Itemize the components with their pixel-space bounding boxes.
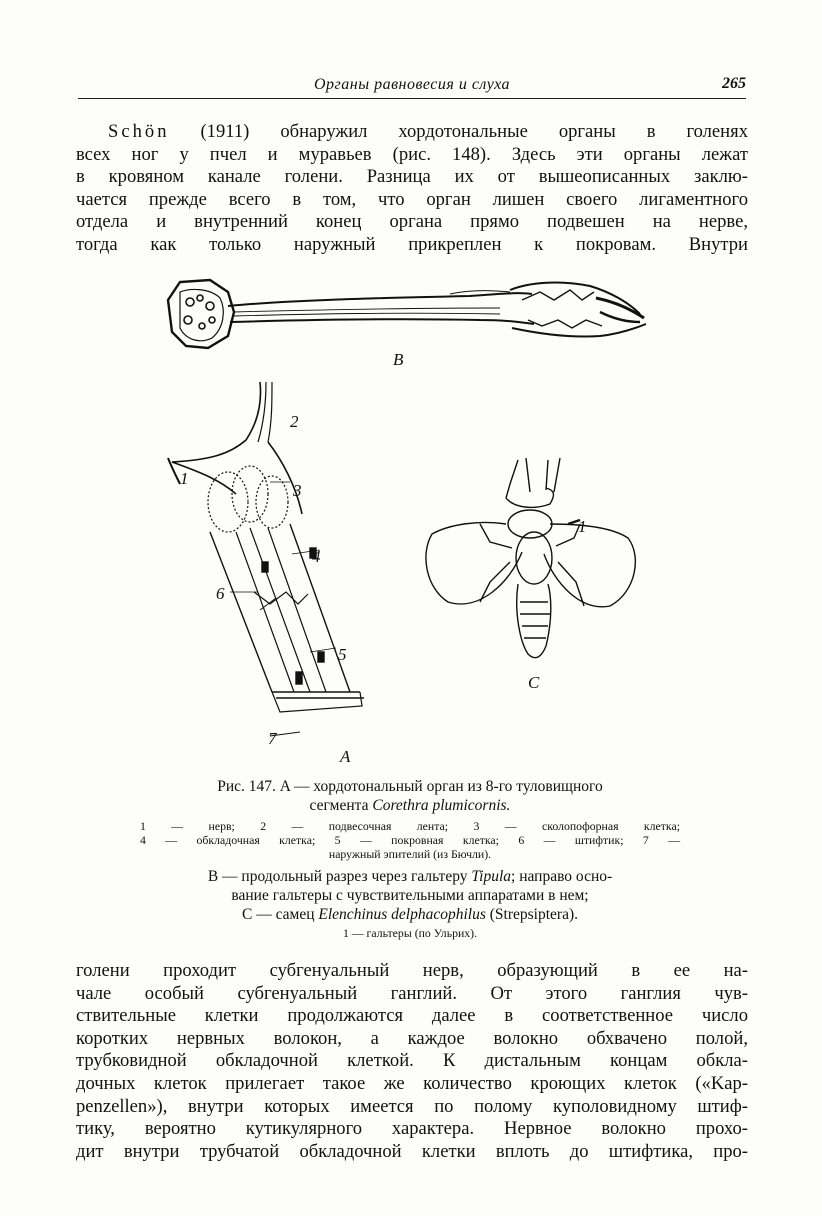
paragraph-line: penzellen»), внутри которых имеется по полому куполовидному штиф- [76,1095,748,1117]
paragraph-line: всех ног у пчел и муравьев (рис. 148). Здесь эти органы лежат [76,143,748,165]
caption-line: Рис. 147. A — хордотональный орган из 8-го туловищного [217,778,603,795]
figure-147 [150,262,670,772]
figure-number-3: 3 [293,481,302,500]
caption-text: (Strepsiptera). [489,906,578,923]
species-name: Corethra plumicornis. [372,797,511,814]
legend-line: 1 — гальтеры (по Ульрих). [342,926,478,940]
paragraph-line: отдела и внутренний конец органа прямо подвешен на нерве, [76,211,748,233]
paragraph-line: в кровяном канале голени. Разница их от вышеописанных заклю- [76,166,748,188]
author-name: Schön [108,121,170,142]
paragraph-line: трубковидной обкладочной клеткой. К дистальным концам обкла- [76,1050,748,1072]
paragraph-line: дит внутри трубчатой обкладочной клетки вплоть до штифтика, про- [76,1140,748,1162]
paragraph-line: ствительные клетки продолжаются далее в соответственное число [76,1005,748,1027]
caption-text: ; направо осно- [511,868,613,885]
paragraph-line: коротких нервных волокон, а каждое волокно обхвачено полой, [76,1027,748,1049]
caption-text: B — продольный разрез через гальтеру [207,868,468,885]
paragraph-line: чале особый субгенуальный ганглий. От этого ганглия чув- [76,982,748,1004]
strepsiptera-male-drawing [426,458,635,658]
paragraph-line: дочных клеток прилегает такое же количество кроющих клеток («Kap- [76,1072,748,1094]
chordotonal-organ-drawing [168,382,364,736]
paragraph-line: тогда как только наружный прикреплен к покровам. Внутри [76,233,748,255]
figure-number-7: 7 [268,729,277,748]
paragraph-line: тику, вероятно кутикулярного характера. Нервное волокно прохо- [76,1118,748,1140]
paragraph-line: чается прежде всего в том, что орган лишен своего лигаментного [76,188,748,210]
species-name: Elenchinus delphacophilus [318,906,486,923]
figure-illustration [150,262,670,772]
legend-line: 4 — обкладочная клетка; 5 — покровная клетка; 6 — штифтик; 7 — [140,833,680,847]
paragraph-line [76,121,748,144]
figure-label-c: C [528,673,540,692]
caption-line [140,796,680,815]
figure-number-6: 6 [216,584,225,603]
caption-b-c [140,867,680,924]
paragraph-top [76,121,748,257]
caption-text: сегмента [309,797,369,814]
citation-year: (1911) [200,121,250,142]
paragraph-bottom [76,960,748,1163]
figure-label-b: B [393,350,404,369]
haltere-section-drawing [168,280,646,348]
running-title: Органы равновесия и слуха [314,76,510,93]
figure-number-1: 1 [180,469,189,488]
caption-a [140,777,680,815]
caption-legend-c [140,926,680,940]
legend-line: наружный эпителий (из Бючли). [328,847,492,861]
legend-line: 1 — нерв; 2 — подвесочная лента; 3 — сколопофорная клетка; [140,819,680,833]
paragraph-line: голени проходит субгенуальный нерв, образующий в ее на- [76,960,748,981]
figure-number-2: 2 [290,412,299,431]
caption-legend-a [140,819,680,861]
caption-line [140,905,680,924]
caption-line [140,867,680,886]
caption-text: C — самец [242,906,315,923]
caption-line: вание гальтеры с чувствительными аппаратами в нем; [231,887,589,904]
figure-number-4: 4 [312,547,321,566]
line-text: обнаружил хордотональные органы в голенях [280,121,748,142]
figure-number-5: 5 [338,645,347,664]
figure-caption [140,777,680,940]
figure-label-a: A [340,747,351,766]
page-number: 265 [722,75,746,92]
genus-name: Tipula [471,868,512,885]
page-header [78,76,746,99]
figure-number-1-c: 1 [578,517,587,536]
